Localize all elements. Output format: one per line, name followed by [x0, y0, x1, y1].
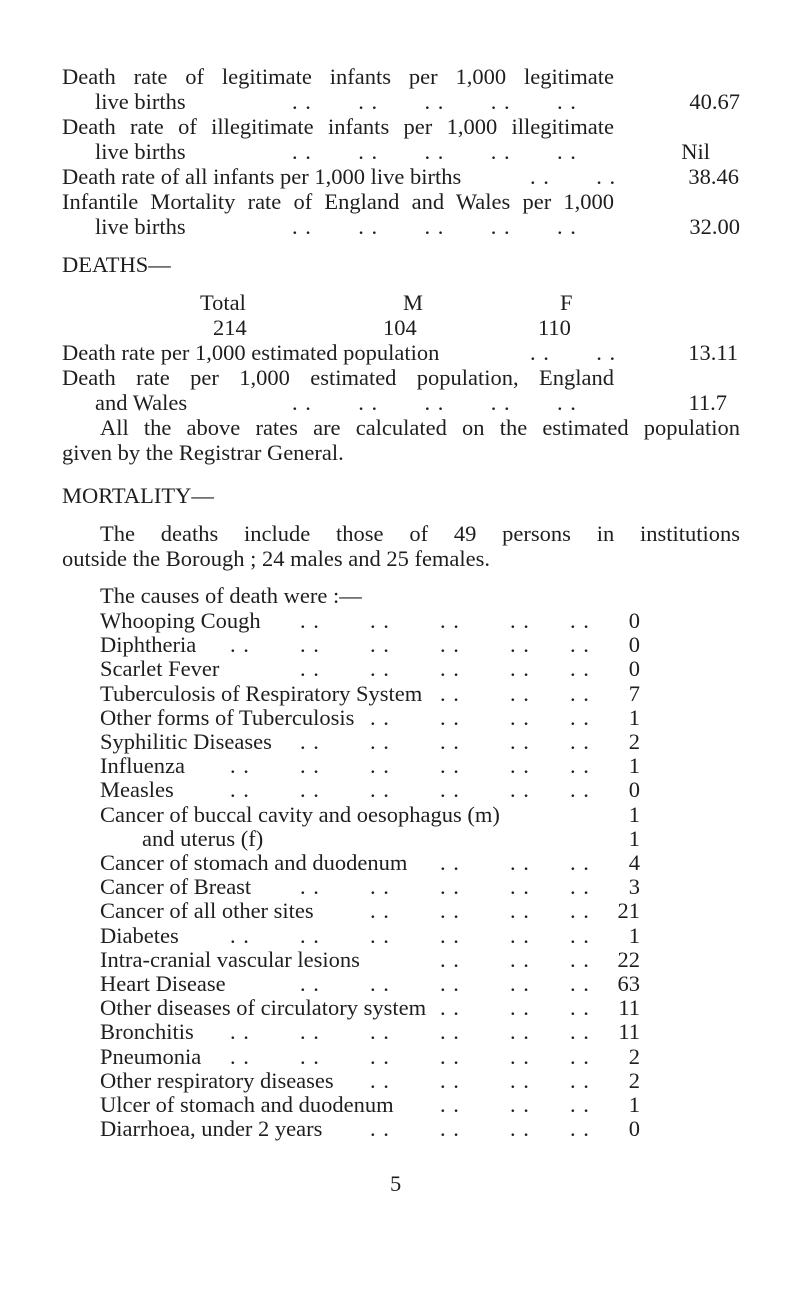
- cause-count: 0: [628, 1116, 640, 1141]
- cause-label: Cancer of stomach and duodenum: [100, 850, 408, 875]
- leader-dots: . .: [440, 923, 460, 948]
- leader-dots: . .: [300, 1044, 320, 1069]
- leader-dots: . .: [510, 632, 530, 657]
- leader-dots: . .: [570, 632, 590, 657]
- leader-dots: . .: [510, 898, 530, 923]
- leader-dots: . .: [570, 656, 590, 681]
- death-rate-ew-line2: and Wales: [95, 390, 188, 415]
- leader-dots: . .: [510, 850, 530, 875]
- leader-dots: . . . . . . . . . .: [292, 214, 577, 239]
- leader-dots: . .: [440, 681, 460, 706]
- leader-dots: . .: [440, 777, 460, 802]
- page-number: 5: [390, 1171, 402, 1196]
- leader-dots: . .: [510, 1068, 530, 1093]
- leader-dots: . .: [510, 1019, 530, 1044]
- leader-dots: . .: [570, 1092, 590, 1117]
- deaths-header-f: F: [560, 290, 573, 315]
- leader-dots: . .: [510, 777, 530, 802]
- rate-illegit-value: Nil: [681, 139, 710, 164]
- cause-count: 2: [628, 1068, 640, 1093]
- cause-label: Diphtheria: [100, 632, 197, 657]
- leader-dots: . .: [370, 632, 390, 657]
- leader-dots: . .: [570, 923, 590, 948]
- leader-dots: . .: [570, 1044, 590, 1069]
- cause-count: 11: [618, 995, 640, 1020]
- leader-dots: . .: [440, 632, 460, 657]
- leader-dots: . .: [370, 705, 390, 730]
- leader-dots: . .: [300, 632, 320, 657]
- cause-label: Whooping Cough: [100, 608, 261, 633]
- cause-label: Tuberculosis of Respiratory System: [100, 681, 423, 706]
- leader-dots: . .: [510, 705, 530, 730]
- cause-count: 0: [628, 608, 640, 633]
- leader-dots: . .: [440, 729, 460, 754]
- cause-label: and uterus (f): [142, 826, 264, 851]
- leader-dots: . .: [300, 656, 320, 681]
- leader-dots: . .: [570, 681, 590, 706]
- deaths-f-value: 110: [538, 315, 571, 340]
- leader-dots: . .: [440, 753, 460, 778]
- leader-dots: . .: [440, 874, 460, 899]
- leader-dots: . .: [570, 608, 590, 633]
- rate-ew-value: 32.00: [689, 214, 740, 239]
- leader-dots: . .: [440, 1019, 460, 1044]
- leader-dots: . .: [440, 898, 460, 923]
- leader-dots: . .: [300, 971, 320, 996]
- cause-label: Diarrhoea, under 2 years: [100, 1116, 323, 1141]
- leader-dots: . .: [570, 705, 590, 730]
- cause-count: 1: [628, 1092, 640, 1117]
- leader-dots: . .: [510, 681, 530, 706]
- leader-dots: . .: [300, 1019, 320, 1044]
- cause-count: 7: [628, 681, 640, 706]
- leader-dots: . .: [230, 777, 250, 802]
- leader-dots: . .: [370, 874, 390, 899]
- leader-dots: . .: [570, 1116, 590, 1141]
- cause-label: Bronchitis: [100, 1019, 194, 1044]
- rate-illegit-line1: Death rate of illegitimate infants per 1,000 illegitimate: [62, 114, 614, 139]
- cause-label: Other respiratory diseases: [100, 1068, 334, 1093]
- leader-dots: . .: [370, 656, 390, 681]
- cause-count: 0: [628, 632, 640, 657]
- leader-dots: . .: [440, 1116, 460, 1141]
- leader-dots: . .: [300, 874, 320, 899]
- cause-count: 1: [628, 923, 640, 948]
- cause-label: Ulcer of stomach and duodenum: [100, 1092, 394, 1117]
- rate-all-infants-value: 38.46: [688, 164, 739, 189]
- leader-dots: . .: [370, 1019, 390, 1044]
- death-rate-local-value: 13.11: [688, 340, 738, 365]
- cause-label: Diabetes: [100, 923, 179, 948]
- leader-dots: . . . . . . . . . .: [292, 89, 577, 114]
- leader-dots: . .: [300, 729, 320, 754]
- cause-count: 1: [628, 826, 640, 851]
- rate-all-infants-label: Death rate of all infants per 1,000 live births: [62, 164, 462, 189]
- leader-dots: . .: [510, 729, 530, 754]
- leader-dots: . .: [300, 753, 320, 778]
- leader-dots: . .: [300, 923, 320, 948]
- cause-count: 1: [628, 802, 640, 827]
- leader-dots: . .: [370, 1116, 390, 1141]
- cause-count: 21: [617, 898, 640, 923]
- leader-dots: . .: [570, 777, 590, 802]
- leader-dots: . .: [570, 874, 590, 899]
- leader-dots: . .: [510, 1092, 530, 1117]
- leader-dots: . .: [440, 995, 460, 1020]
- cause-label: Cancer of Breast: [100, 874, 252, 899]
- leader-dots: . . . .: [530, 164, 617, 189]
- leader-dots: . .: [230, 632, 250, 657]
- cause-count: 11: [618, 1019, 640, 1044]
- causes-heading: The causes of death were :—: [100, 583, 362, 608]
- leader-dots: . .: [570, 898, 590, 923]
- cause-count: 2: [628, 1044, 640, 1069]
- leader-dots: . .: [440, 1092, 460, 1117]
- leader-dots: . .: [570, 947, 590, 972]
- leader-dots: . .: [440, 608, 460, 633]
- leader-dots: . .: [570, 753, 590, 778]
- note-line1: All the above rates are calculated on the estimated population: [100, 415, 740, 440]
- leader-dots: . .: [570, 971, 590, 996]
- leader-dots: . . . . . . . . . .: [292, 139, 577, 164]
- cause-count: 2: [628, 729, 640, 754]
- cause-count: 0: [628, 656, 640, 681]
- leader-dots: . .: [440, 947, 460, 972]
- cause-label: Cancer of buccal cavity and oesophagus (m): [100, 802, 500, 827]
- cause-count: 3: [628, 874, 640, 899]
- leader-dots: . .: [370, 777, 390, 802]
- leader-dots: . .: [570, 729, 590, 754]
- leader-dots: . .: [510, 1044, 530, 1069]
- cause-label: Influenza: [100, 753, 185, 778]
- rate-ew-line2: live births: [95, 214, 186, 239]
- cause-count: 1: [628, 705, 640, 730]
- leader-dots: . .: [230, 753, 250, 778]
- mortality-heading: MORTALITY—: [62, 483, 214, 508]
- cause-count: 22: [617, 947, 640, 972]
- rate-legit-line2: live births: [95, 89, 186, 114]
- cause-label: Intra-cranial vascular lesions: [100, 947, 360, 972]
- leader-dots: . .: [570, 995, 590, 1020]
- cause-label: Scarlet Fever: [100, 656, 220, 681]
- cause-count: 4: [628, 850, 640, 875]
- leader-dots: . . . .: [530, 340, 617, 365]
- leader-dots: . .: [440, 1044, 460, 1069]
- rate-ew-line1: Infantile Mortality rate of England and Wales per 1,000: [62, 189, 614, 214]
- cause-label: Other diseases of circulatory system: [100, 995, 427, 1020]
- leader-dots: . . . . . . . . . .: [292, 390, 577, 415]
- cause-count: 1: [628, 753, 640, 778]
- rate-illegit-line2: live births: [95, 139, 186, 164]
- leader-dots: . .: [510, 874, 530, 899]
- leader-dots: . .: [510, 608, 530, 633]
- leader-dots: . .: [370, 729, 390, 754]
- leader-dots: . .: [370, 971, 390, 996]
- leader-dots: . .: [440, 656, 460, 681]
- leader-dots: . .: [370, 753, 390, 778]
- cause-label: Heart Disease: [100, 971, 226, 996]
- death-rate-local-label: Death rate per 1,000 estimated population: [62, 340, 440, 365]
- rate-legit-line1: Death rate of legitimate infants per 1,000 legitimate: [62, 64, 614, 89]
- leader-dots: . .: [510, 971, 530, 996]
- cause-label: Syphilitic Diseases: [100, 729, 272, 754]
- leader-dots: . .: [570, 1019, 590, 1044]
- leader-dots: . .: [370, 1044, 390, 1069]
- deaths-header-total: Total: [200, 290, 246, 315]
- leader-dots: . .: [570, 1068, 590, 1093]
- leader-dots: . .: [510, 1116, 530, 1141]
- leader-dots: . .: [230, 1044, 250, 1069]
- leader-dots: . .: [440, 1068, 460, 1093]
- cause-label: Cancer of all other sites: [100, 898, 314, 923]
- leader-dots: . .: [370, 1068, 390, 1093]
- mortality-intro-line2: outside the Borough ; 24 males and 25 females.: [62, 546, 491, 571]
- cause-count: 63: [617, 971, 640, 996]
- death-rate-ew-value: 11.7: [688, 390, 727, 415]
- leader-dots: . .: [510, 947, 530, 972]
- cause-count: 0: [628, 777, 640, 802]
- cause-label: Measles: [100, 777, 174, 802]
- leader-dots: . .: [370, 898, 390, 923]
- death-rate-ew-line1: Death rate per 1,000 estimated population, England: [62, 365, 614, 390]
- leader-dots: . .: [370, 608, 390, 633]
- cause-label: Other forms of Tuberculosis: [100, 705, 355, 730]
- mortality-intro-line1: The deaths include those of 49 persons in institutions: [100, 521, 740, 546]
- leader-dots: . .: [510, 923, 530, 948]
- leader-dots: . .: [510, 995, 530, 1020]
- deaths-header-m: M: [403, 290, 424, 315]
- deaths-total-value: 214: [213, 315, 247, 340]
- leader-dots: . .: [300, 777, 320, 802]
- leader-dots: . .: [440, 850, 460, 875]
- leader-dots: . .: [570, 850, 590, 875]
- deaths-m-value: 104: [383, 315, 417, 340]
- leader-dots: . .: [510, 753, 530, 778]
- leader-dots: . .: [440, 971, 460, 996]
- leader-dots: . .: [230, 923, 250, 948]
- deaths-heading: DEATHS—: [62, 252, 171, 277]
- leader-dots: . .: [300, 608, 320, 633]
- cause-label: Pneumonia: [100, 1044, 202, 1069]
- leader-dots: . .: [370, 923, 390, 948]
- rate-legit-value: 40.67: [689, 89, 740, 114]
- leader-dots: . .: [510, 656, 530, 681]
- note-line2: given by the Registrar General.: [62, 440, 344, 465]
- leader-dots: . .: [230, 1019, 250, 1044]
- leader-dots: . .: [440, 705, 460, 730]
